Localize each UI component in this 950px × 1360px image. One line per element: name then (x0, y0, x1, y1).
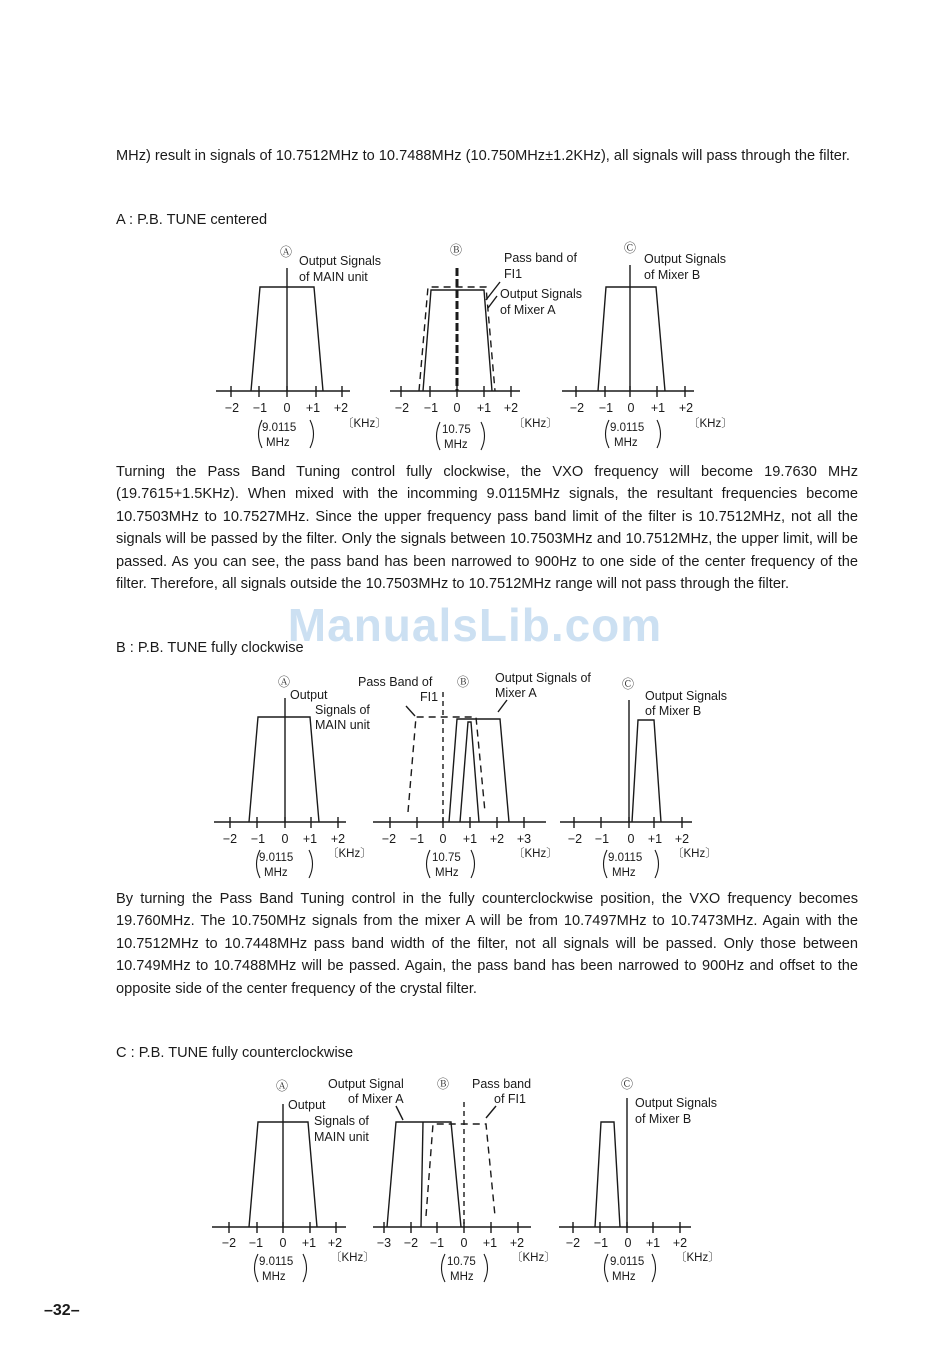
svg-text:+2: +2 (509, 1236, 525, 1250)
freq-c3: 9.0115 (610, 1256, 645, 1268)
marker-c1: Ⓐ (276, 1079, 289, 1093)
svg-text:−2: −2 (381, 832, 397, 846)
label-a1b: of MAIN unit (299, 270, 368, 284)
marker-b1: Ⓐ (278, 675, 291, 689)
svg-text:−2: −2 (394, 401, 410, 415)
svg-text:+1: +1 (462, 832, 478, 846)
khz-b2: 〔KHz〕 (513, 848, 558, 860)
label-c3b: of Mixer B (635, 1112, 692, 1126)
svg-text:0: 0 (624, 1236, 632, 1250)
page-number: –32– (44, 1302, 80, 1319)
label-b1c: MAIN unit (315, 718, 370, 732)
svg-text:+2: +2 (672, 1236, 688, 1250)
label-b2c: Output Signals of (495, 671, 591, 685)
svg-text:0: 0 (279, 1236, 287, 1250)
svg-text:−2: −2 (224, 401, 240, 415)
marker-a2: Ⓑ (450, 243, 463, 257)
watermark: ManualsLib.com (287, 599, 663, 651)
ticks-b3 (568, 832, 689, 846)
figure-b-svg (0, 662, 950, 894)
svg-text:+1: +1 (650, 401, 666, 415)
label-a2b: FI1 (504, 267, 523, 281)
label-c1a: Output (288, 1098, 326, 1112)
ticks-c2 (377, 1236, 524, 1250)
ticks-c3 (566, 1236, 687, 1250)
svg-text:−1: −1 (598, 401, 614, 415)
figure-a-svg (0, 232, 950, 464)
ticks-b2 (382, 832, 531, 846)
ticks-a1 (225, 401, 348, 415)
khz-c3: 〔KHz〕 (675, 1252, 720, 1264)
freq-a1: 9.0115 (262, 422, 297, 434)
label-b2a: Pass Band of (358, 675, 433, 689)
label-a1a: Output Signals (299, 254, 381, 268)
svg-text:0: 0 (627, 401, 635, 415)
svg-text:−1: −1 (252, 401, 268, 415)
ticks-c1 (222, 1236, 342, 1250)
label-c3a: Output Signals (635, 1096, 717, 1110)
ticks-b1 (223, 832, 345, 846)
svg-text:+2: +2 (333, 401, 349, 415)
svg-text:0: 0 (439, 832, 447, 846)
label-b1a: Output (290, 688, 328, 702)
freq-c2: 10.75 (447, 1256, 476, 1268)
label-b1b: Signals of (315, 703, 370, 717)
heading-c: C : P.B. TUNE fully counterclockwise (116, 1045, 354, 1061)
marker-b2: Ⓑ (457, 675, 470, 689)
svg-text:+2: +2 (678, 401, 694, 415)
mhz-b3: MHz (612, 867, 636, 879)
freq-a3: 9.0115 (610, 422, 645, 434)
freq-b2: 10.75 (432, 852, 461, 864)
mhz-a2: MHz (444, 439, 468, 451)
svg-text:+1: +1 (482, 1236, 498, 1250)
label-c2b: of Mixer A (348, 1092, 404, 1106)
mhz-c1: MHz (262, 1271, 286, 1283)
label-a3a: Output Signals (644, 252, 726, 266)
freq-a2: 10.75 (442, 424, 471, 436)
ticks-a2 (395, 401, 518, 415)
intro-paragraph: MHz) result in signals of 10.7512MHz to 10.7488MHz (10.750MHz±1.2KHz), all signals will pass through the filter. (116, 148, 850, 164)
label-b2b: FI1 (420, 690, 439, 704)
svg-text:+1: +1 (647, 832, 663, 846)
khz-a3: 〔KHz〕 (688, 418, 733, 430)
svg-text:+1: +1 (476, 401, 492, 415)
svg-text:−1: −1 (248, 1236, 264, 1250)
svg-text:−1: −1 (593, 1236, 609, 1250)
khz-b1: 〔KHz〕 (327, 848, 372, 860)
figure-a (0, 232, 950, 464)
svg-text:+3: +3 (516, 832, 532, 846)
label-a2a: Pass band of (504, 251, 577, 265)
figure-c-svg (0, 1066, 950, 1298)
svg-text:+1: +1 (301, 1236, 317, 1250)
label-a2c: Output Signals (500, 287, 582, 301)
label-c2d: of FI1 (494, 1092, 526, 1106)
marker-a1: Ⓐ (280, 245, 293, 259)
svg-text:−2: −2 (403, 1236, 419, 1250)
svg-text:−1: −1 (594, 832, 610, 846)
marker-c3: Ⓒ (621, 1077, 634, 1091)
khz-a2: 〔KHz〕 (513, 418, 558, 430)
khz-c2: 〔KHz〕 (511, 1252, 556, 1264)
label-c1c: MAIN unit (314, 1130, 369, 1144)
svg-text:+2: +2 (503, 401, 519, 415)
mhz-c3: MHz (612, 1271, 636, 1283)
marker-b3: Ⓒ (622, 677, 635, 691)
svg-text:+1: +1 (645, 1236, 661, 1250)
label-c2c: Pass band (472, 1077, 532, 1091)
counterclockwise-paragraph: By turning the Pass Band Tuning control in the fully counterclockwise position, the VXO frequency becomes 19.760MHz. The 10.750MHz signals from the mixer A will be from 10.7497MHz to 10.7473MHz. Again with the 10.7512MHz to 10.7448MHz pass band width of the filter, not all signals will be passed. Only those between 10.749MHz to 10.7488MHz will be passed. Again, the pass band has been narrowed to 900Hz and offset to the opposite side of the center frequency of the crystal filter. (116, 891, 858, 997)
svg-text:−2: −2 (221, 1236, 237, 1250)
heading-b: B : P.B. TUNE fully clockwise (116, 640, 304, 656)
khz-c1: 〔KHz〕 (330, 1252, 375, 1264)
svg-text:+2: +2 (327, 1236, 343, 1250)
label-a3b: of Mixer B (644, 268, 701, 282)
svg-text:−1: −1 (250, 832, 266, 846)
freq-b3: 9.0115 (608, 852, 643, 864)
mhz-b1: MHz (264, 867, 288, 879)
svg-text:+2: +2 (489, 832, 505, 846)
svg-text:+1: +1 (302, 832, 318, 846)
label-b2d: Mixer A (495, 686, 537, 700)
svg-text:−2: −2 (569, 401, 585, 415)
khz-a1: 〔KHz〕 (342, 418, 387, 430)
svg-text:0: 0 (453, 401, 461, 415)
label-b3a: Output Signals (645, 689, 727, 703)
figure-c (0, 1066, 950, 1298)
figure-b (0, 662, 950, 894)
heading-a: A : P.B. TUNE centered (116, 212, 268, 228)
freq-c1: 9.0115 (259, 1256, 294, 1268)
svg-text:0: 0 (283, 401, 291, 415)
label-c2a: Output Signal (328, 1077, 404, 1091)
marker-a3: Ⓒ (624, 241, 637, 255)
svg-text:−2: −2 (567, 832, 583, 846)
marker-c2: Ⓑ (437, 1077, 450, 1091)
svg-text:−2: −2 (222, 832, 238, 846)
svg-text:+2: +2 (674, 832, 690, 846)
mhz-b2: MHz (435, 867, 459, 879)
freq-b1: 9.0115 (259, 852, 294, 864)
svg-text:−1: −1 (429, 1236, 445, 1250)
label-c1b: Signals of (314, 1114, 369, 1128)
label-b3b: of Mixer B (645, 704, 702, 718)
svg-text:+2: +2 (330, 832, 346, 846)
svg-text:+1: +1 (305, 401, 321, 415)
ticks-a3 (570, 401, 693, 415)
svg-text:0: 0 (627, 832, 635, 846)
mhz-a3: MHz (614, 437, 638, 449)
svg-text:−1: −1 (409, 832, 425, 846)
svg-text:−3: −3 (376, 1236, 392, 1250)
khz-b3: 〔KHz〕 (672, 848, 717, 860)
svg-text:0: 0 (460, 1236, 468, 1250)
mhz-c2: MHz (450, 1271, 474, 1283)
svg-text:0: 0 (281, 832, 289, 846)
label-a2d: of Mixer A (500, 303, 556, 317)
svg-text:−1: −1 (423, 401, 439, 415)
mhz-a1: MHz (266, 437, 290, 449)
clockwise-paragraph: Turning the Pass Band Tuning control fully clockwise, the VXO frequency will become 19.7630 MHz (19.7615+1.5KHz). When mixed with the incomming 9.0115MHz signals, the resultant frequencies become 10.7503MHz to 10.7527MHz. Since the upper frequency pass band limit of the filter is 10.7512MHz, not all the signals will be passed by the filter. Only the signals between 10.7503MHz and 10.7512MHz, the upper limit, will be passed. As you can see, the pass band has been narrowed to 900Hz to one side of the center frequency of the filter. Therefore, all signals outside the 10.7503MHz to 10.7512MHz range will not pass through the filter. (116, 464, 858, 593)
svg-text:−2: −2 (565, 1236, 581, 1250)
